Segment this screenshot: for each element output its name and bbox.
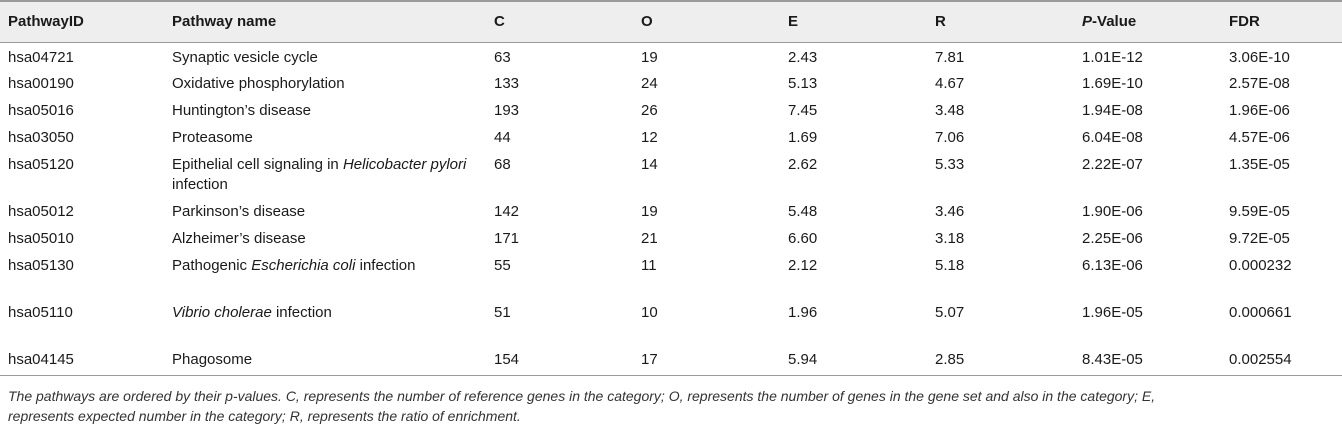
cell-pathway-id: hsa05130 [8,257,74,274]
header-pathway-id: PathwayID [8,13,84,31]
cell-pathway-name [164,227,486,254]
cell-pathway-name [164,254,486,301]
pathway-name-pre: Parkinson’s disease [172,203,306,220]
cell-p-value: 8.43E-05 [1082,351,1143,368]
cell-o: 26 [641,102,658,119]
header-pathway-name: Pathway name [172,13,277,31]
cell-p-value: 1.90E-06 [1082,203,1143,220]
pathway-name-pre: Oxidative phosphorylation [172,75,345,92]
cell-pathway-id: hsa05110 [8,304,73,321]
cell-e: 5.48 [788,203,818,220]
cell-r: 7.06 [935,129,965,146]
cell-pathway-name [164,126,486,153]
table-row [0,72,1342,99]
cell-p-value: 1.69E-10 [1082,75,1143,92]
cell-p-value: 6.13E-06 [1082,257,1143,274]
cell-o: 19 [641,48,658,66]
pathway-name-post: infection [172,176,228,193]
cell-c: 44 [494,129,511,146]
cell-pathway-name [164,301,486,348]
cell-fdr: 1.96E-06 [1229,102,1290,119]
table-row [0,348,1342,375]
pathway-name-pre: Synaptic vesicle cycle [172,48,318,66]
cell-pathway-name [164,42,486,72]
table-row [0,42,1342,72]
cell-o: 19 [641,203,658,220]
cell-fdr: 2.57E-08 [1229,75,1290,92]
cell-fdr: 1.35E-05 [1229,156,1290,173]
cell-pathway-id: hsa05120 [8,156,74,173]
cell-e: 1.69 [788,129,818,146]
cell-c: 142 [494,203,520,220]
cell-pathway-id: hsa05012 [8,203,74,220]
cell-pathway-name [164,348,486,375]
cell-p-value: 1.96E-05 [1082,304,1143,321]
cell-fdr: 0.000232 [1229,257,1292,274]
cell-e: 6.60 [788,230,818,247]
cell-pathway-name [164,153,486,200]
table-row [0,254,1342,301]
cell-o: 10 [641,304,658,321]
pathway-name-pre: Huntington’s disease [172,102,311,119]
table-row [0,200,1342,227]
pathway-name-it: Vibrio cholerae [172,304,272,321]
cell-pathway-name [164,200,486,227]
table-body [0,42,1342,375]
cell-e: 5.94 [788,351,818,368]
table-row [0,99,1342,126]
cell-c: 171 [494,230,520,247]
cell-pathway-id: hsa05016 [8,102,74,119]
cell-pathway-id: hsa00190 [8,75,74,92]
header-o: O [641,13,653,31]
cell-pathway-id: hsa04721 [8,48,74,66]
cell-p-value: 6.04E-08 [1082,129,1143,146]
cell-o: 17 [641,351,658,368]
pathway-name-it: Escherichia coli [251,257,356,274]
cell-r: 5.18 [935,257,965,274]
header-r: R [935,13,946,31]
table-row [0,126,1342,153]
header-c: C [494,13,505,31]
table-row [0,301,1342,348]
cell-r: 7.81 [935,48,965,66]
cell-fdr: 3.06E-10 [1229,48,1290,66]
cell-r: 5.07 [935,304,965,321]
cell-c: 51 [494,304,511,321]
table-footnote: The pathways are ordered by their p-values. C, represents the number of reference genes in the category; O, represents the number of genes in the gene set and also in the category; E, represents expected number in the category; R, represents the ratio of enrichment. [8,387,1156,424]
header-p-italic: P [1082,13,1093,31]
cell-c: 193 [494,102,520,119]
cell-o: 14 [641,156,658,173]
cell-pathway-id: hsa05010 [8,230,74,247]
pathway-name-pre: Pathogenic [172,257,252,274]
cell-e: 1.96 [788,304,818,321]
cell-e: 7.45 [788,102,818,119]
pathway-name-it: Helicobacter pylori [342,156,467,173]
cell-r: 5.33 [935,156,965,173]
cell-c: 55 [494,257,511,274]
cell-pathway-id: hsa03050 [8,129,74,146]
cell-fdr: 4.57E-06 [1229,129,1290,146]
pathway-name-pre: Alzheimer’s disease [172,230,306,247]
cell-c: 63 [494,48,511,66]
table-row [0,227,1342,254]
pathway-name-post: infection [271,304,332,321]
cell-fdr: 9.72E-05 [1229,230,1290,247]
table-header-row [0,1,1342,42]
header-p-rest: -Value [1092,13,1137,31]
table-row [0,153,1342,200]
cell-o: 24 [641,75,658,92]
cell-r: 3.46 [935,203,965,220]
cell-r: 3.18 [935,230,965,247]
cell-pathway-name [164,72,486,99]
cell-c: 133 [494,75,520,92]
cell-p-value: 1.01E-12 [1082,48,1143,66]
pathway-name-pre: Phagosome [172,351,253,368]
cell-r: 4.67 [935,75,965,92]
cell-e: 2.62 [788,156,818,173]
cell-pathway-id: hsa04145 [8,351,74,368]
cell-o: 11 [641,257,657,274]
pathway-name-post: infection [355,257,416,274]
cell-fdr: 0.002554 [1229,351,1292,368]
cell-c: 68 [494,156,511,173]
cell-fdr: 9.59E-05 [1229,203,1290,220]
cell-e: 5.13 [788,75,818,92]
cell-fdr: 0.000661 [1229,304,1292,321]
cell-p-value: 1.94E-08 [1082,102,1143,119]
cell-p-value: 2.25E-06 [1082,230,1143,247]
cell-o: 21 [641,230,658,247]
header-e: E [788,13,799,31]
pathway-name-pre: Proteasome [172,129,253,146]
cell-e: 2.12 [788,257,818,274]
cell-o: 12 [641,129,658,146]
pathway-name-pre: Epithelial cell signaling in [172,156,343,173]
cell-e: 2.43 [788,48,818,66]
cell-pathway-name [164,99,486,126]
cell-c: 154 [494,351,520,368]
cell-r: 2.85 [935,351,965,368]
cell-r: 3.48 [935,102,965,119]
header-fdr: FDR [1229,13,1260,31]
header-p-value [1074,1,1221,42]
cell-p-value: 2.22E-07 [1082,156,1143,173]
